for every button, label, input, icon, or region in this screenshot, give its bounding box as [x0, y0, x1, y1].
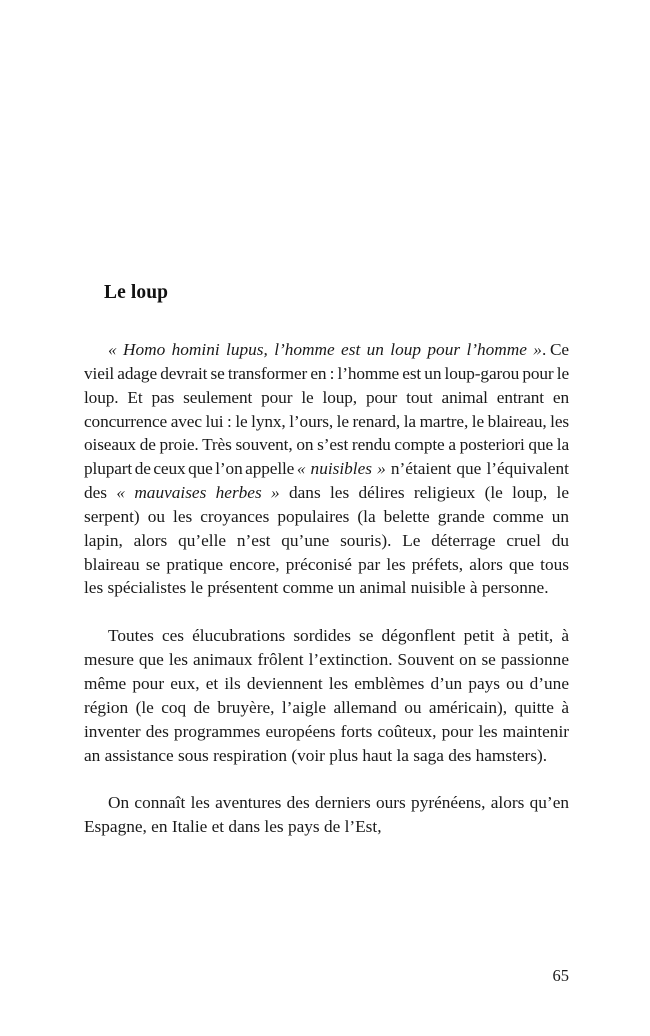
page-number: 65: [552, 966, 569, 985]
page-text-block: [84, 281, 569, 839]
paragraph-1-tail: dans les délires religieux (le loup, le serpent) ou les croyances populaires (la belette grande comme un lapin, alors qu’elle n’est qu’une souris). Le déterrage cruel du blaireau se pratique encore, préconisé par les préfets, alors que tous les spécialistes le présentent comme un animal nuisible à personne.: [84, 483, 570, 598]
paragraph-1-body: . Ce vieil adage devrait se transformer en : l’homme est un loup-garou pour le loup. Et pas seulement pour le loup, pour tout animal entrant en concurrence avec lui : le lynx, l’ours, le renard, la martre, le blaireau, les oiseaux de proie. Très souvent, on s’est rendu compte a posteriori que la plupart de ceux que l’on appelle: [84, 340, 569, 479]
paragraph-1-middle: n’étaient que l’équivalent des: [84, 459, 569, 503]
page-title: Le loup: [104, 282, 169, 303]
paragraph-2: Toutes ces élucubrations sordides se dégonflent petit à petit, à mesure que les animaux frôlent l’extinction. Souvent on se passionne même pour eux, et ils deviennent les emblèmes d’un pays ou d’une région (le coq de bruyère, l’aigle allemand ou américain), quitte à inventer des programmes européens forts coûteux, pour les maintenir an assistance sous respiration (voir plus haut la saga des hamsters).: [84, 626, 569, 765]
latin-quotation-italic: « Homo homini lupus, l’homme est un loup pour l’homme »: [108, 340, 542, 359]
quoted-term-mauvaises-herbes: « mauvaises herbes »: [116, 483, 280, 503]
quoted-term-nuisibles: « nuisibles »: [296, 459, 386, 479]
paragraph-1: [84, 338, 569, 600]
paragraph-3: On connaît les aventures des derniers ours pyrénéens, alors qu’en Espagne, en Italie et dans les pays de l’Est,: [84, 793, 569, 837]
